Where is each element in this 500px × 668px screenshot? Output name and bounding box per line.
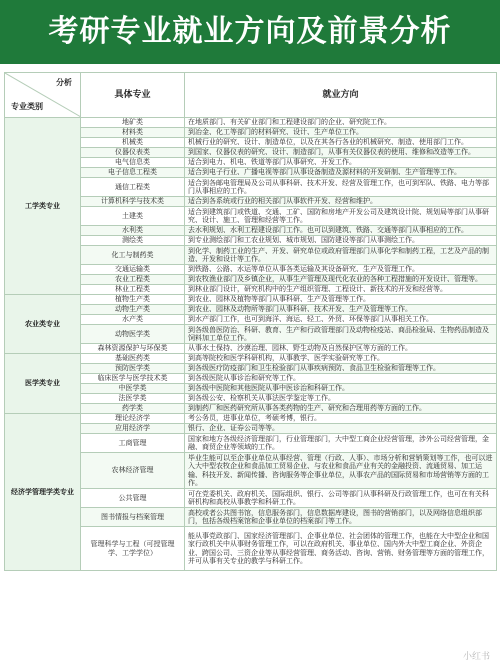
header-major: 具体专业	[81, 73, 185, 118]
major-cell: 工商管理	[81, 434, 185, 453]
direction-cell: 到高等院校和医学科研机构，从事教学、医学实验研究等工作。	[185, 354, 497, 364]
table-header-row	[5, 73, 497, 118]
major-cell: 测绘类	[81, 236, 185, 246]
direction-cell: 到化学、制药工业的生产、开发、研究单位或政府管理部门从事化学和制药工程，工艺及产品的制造、开发和设计等工作。	[185, 246, 497, 265]
major-cell: 化工与制药类	[81, 246, 185, 265]
direction-cell: 到各级医疗防疫部门和卫生检验部门从事疾病预防、食品卫生检验和管理等工作。	[185, 364, 497, 374]
direction-cell: 到农业、园林及植物等部门从事科研、生产及管理等工作。	[185, 295, 497, 305]
major-cell: 电子信息工程类	[81, 168, 185, 178]
direction-cell: 可在党委机关、政府机关、国际组织、银行、公司等部门从事科研及行政管理工作，也可在有关科研机构和高校从事教学和科研工作。	[185, 489, 497, 508]
header-category: 专业类别	[11, 101, 43, 111]
direction-cell: 到林业部门设计，研究机构中的生产组织管理、工程设计、新技术的开发和经营等。	[185, 285, 497, 295]
direction-cell: 考公务员，进事业单位，考硕考博，银行。	[185, 414, 497, 424]
major-cell: 计算机科学与技术类	[81, 197, 185, 207]
major-cell: 仪器仪表类	[81, 148, 185, 158]
direction-cell: 在地质部门、有关矿业部门和工程建设部门的企业、研究院工作。	[185, 118, 497, 128]
major-cell: 图书情报与档案管理	[81, 508, 185, 527]
direction-cell: 适合到电力、机电、铁道等部门从事研究、开发工作。	[185, 158, 497, 168]
major-cell: 农林经济管理	[81, 453, 185, 489]
major-cell: 植物生产类	[81, 295, 185, 305]
direction-cell: 从事水土保持、沙漠治理、园林、野生动物及自然保护区等方面的工作。	[185, 344, 497, 354]
category-cell: 工学类专业	[5, 118, 81, 295]
direction-cell: 到各级公安、检察机关从事法医学鉴定等工作。	[185, 394, 497, 404]
major-cell: 基础医药类	[81, 354, 185, 364]
direction-cell: 适合到各系统或行业的相关部门从事软件开发、经营和维护。	[185, 197, 497, 207]
table-body	[5, 118, 497, 571]
direction-cell: 适合到各邮电管理局及公司从事科研、技术开发、经营及管理工作，也可到军队、铁路、电力等部门从事相应的工作。	[185, 178, 497, 197]
category-cell: 医学类专业	[5, 354, 81, 414]
direction-cell: 到冶金、化工等部门的材料研究、设计、生产单位工作。	[185, 128, 497, 138]
header-direction: 就业方向	[185, 73, 497, 118]
table-row	[5, 295, 497, 305]
page-title-banner	[0, 0, 500, 64]
direction-cell: 适合到建筑部门或铁道、交通、工矿、国防和房地产开发公司及建筑设计院、规划局等部门从事研究、设计、施工、管理和经营等工作。	[185, 207, 497, 226]
direction-cell: 高校或者公共图书馆，信息服务部门，信息数据库建设，图书的营销部门，以及网络信息组织部门，包括各级档案馆和企事业单位的档案部门等工作。	[185, 508, 497, 527]
major-cell: 水利类	[81, 226, 185, 236]
major-cell: 公共管理	[81, 489, 185, 508]
table-row	[5, 118, 497, 128]
major-cell: 电气信息类	[81, 158, 185, 168]
direction-cell: 到铁路、公路、水运等单位从事各类运输及其设备研究、生产及管理工作。	[185, 265, 497, 275]
category-cell: 农业类专业	[5, 295, 81, 354]
major-cell: 地矿类	[81, 118, 185, 128]
major-cell: 材料类	[81, 128, 185, 138]
major-cell: 中医学类	[81, 384, 185, 394]
major-cell: 预防医学类	[81, 364, 185, 374]
major-cell: 土建类	[81, 207, 185, 226]
major-cell: 交通运输类	[81, 265, 185, 275]
direction-cell: 机械行业的研究、设计、制造单位，以及在其各行各业的机械研究、制造、使用部门工作。	[185, 138, 497, 148]
major-cell: 应用经济学	[81, 424, 185, 434]
major-cell: 药学类	[81, 404, 185, 414]
direction-cell: 到农牧渔业部门及乡镇企业，从事生产管理及现代化农业的各种工程措施的开发设计、管理等。	[185, 275, 497, 285]
major-cell: 农业工程类	[81, 275, 185, 285]
direction-cell: 到各级兽医防治、科研、教育、生产和行政管理部门及动物检疫站、商品检验局、生物药品制造及饲料加工单位工作。	[185, 325, 497, 344]
direction-cell: 适合到电子行业、广播电视等部门从事设备制造及源材料的开发研制、生产管理等工作。	[185, 168, 497, 178]
direction-cell: 国家和地方各级经济管理部门，行业管理部门，大中型工商企业经营管理，涉外公司经营管理，金融、商贸企业等领域的工作。	[185, 434, 497, 453]
page-title: 考研专业就业方向及前景分析	[48, 14, 452, 49]
major-cell: 动物医学类	[81, 325, 185, 344]
direction-cell: 去水利规划、水利工程建设部门工作。也可以到建筑、铁路、交通等部门从事相应的工作。	[185, 226, 497, 236]
category-cell: 经济学管理学类专业	[5, 414, 81, 571]
direction-cell: 到各级医院从事诊治和研究等工作。	[185, 374, 497, 384]
direction-cell: 能从事党政部门、国家经济管理部门、企事业单位、社会团体的管理工作，也能在大中型企业和国家行政机关中从事财务管理工作，可以在政府机关、事业单位、国内外大中型工商企业、外资企业、跨国公司、三资企业等从事经营管理、商务活动、咨询、营销、财务管理等方面的管理工作，并可从事有关专业的教学与科研工作。	[185, 527, 497, 571]
major-cell: 林业工程类	[81, 285, 185, 295]
major-cell: 森林资源保护与环保类	[81, 344, 185, 354]
direction-cell: 到国家、仪器仪表的研究、设计、制造部门，从事有关仪器仪表的使用、维修和改造等工作。	[185, 148, 497, 158]
direction-cell: 到各级中医院和其他医院从事中医诊治和科研工作。	[185, 384, 497, 394]
major-table	[4, 72, 497, 571]
major-cell: 法医学类	[81, 394, 185, 404]
major-cell: 水产类	[81, 315, 185, 325]
direction-cell: 到专业测绘部门和工农业规划、城市规划、国防建设等部门从事测绘工作。	[185, 236, 497, 246]
direction-cell: 到农业、园林及动物所等部门从事科研、技术开发、生产及管理等工作。	[185, 305, 497, 315]
direction-cell: 银行、企业、证券公司等等。	[185, 424, 497, 434]
major-cell: 管理科学与工程（可授管理学、工学学位）	[81, 527, 185, 571]
direction-cell: 毕业生能可以至企事业单位从事经营、管理（行政、人事）、市场分析和营销策划等工作，也可以进入大中型农牧企业和食品加工贸易企业、与农业和食品产业有关的金融投资、流通贸易、加工运输、科技开发、新闻传播、咨询服务等企事业单位，从事农产品的国际贸易和市场营销等方面的工作。	[185, 453, 497, 489]
major-cell: 动物生产类	[81, 305, 185, 315]
direction-cell: 到水产部门工作，也可到海洋、海运、轻工、外贸、环保等部门从事相关工作。	[185, 315, 497, 325]
table-row	[5, 354, 497, 364]
direction-cell: 到制药厂和医药研究所从事各类药物的生产、研究和合理用药等方面的工作。	[185, 404, 497, 414]
watermark: 小红书	[462, 652, 490, 662]
corner-cell	[5, 73, 81, 118]
major-cell: 临床医学与医学技术类	[81, 374, 185, 384]
table-row	[5, 414, 497, 424]
major-cell: 机械类	[81, 138, 185, 148]
major-cell: 通信工程类	[81, 178, 185, 197]
major-cell: 理论经济学	[81, 414, 185, 424]
header-analysis: 分析	[56, 78, 72, 87]
